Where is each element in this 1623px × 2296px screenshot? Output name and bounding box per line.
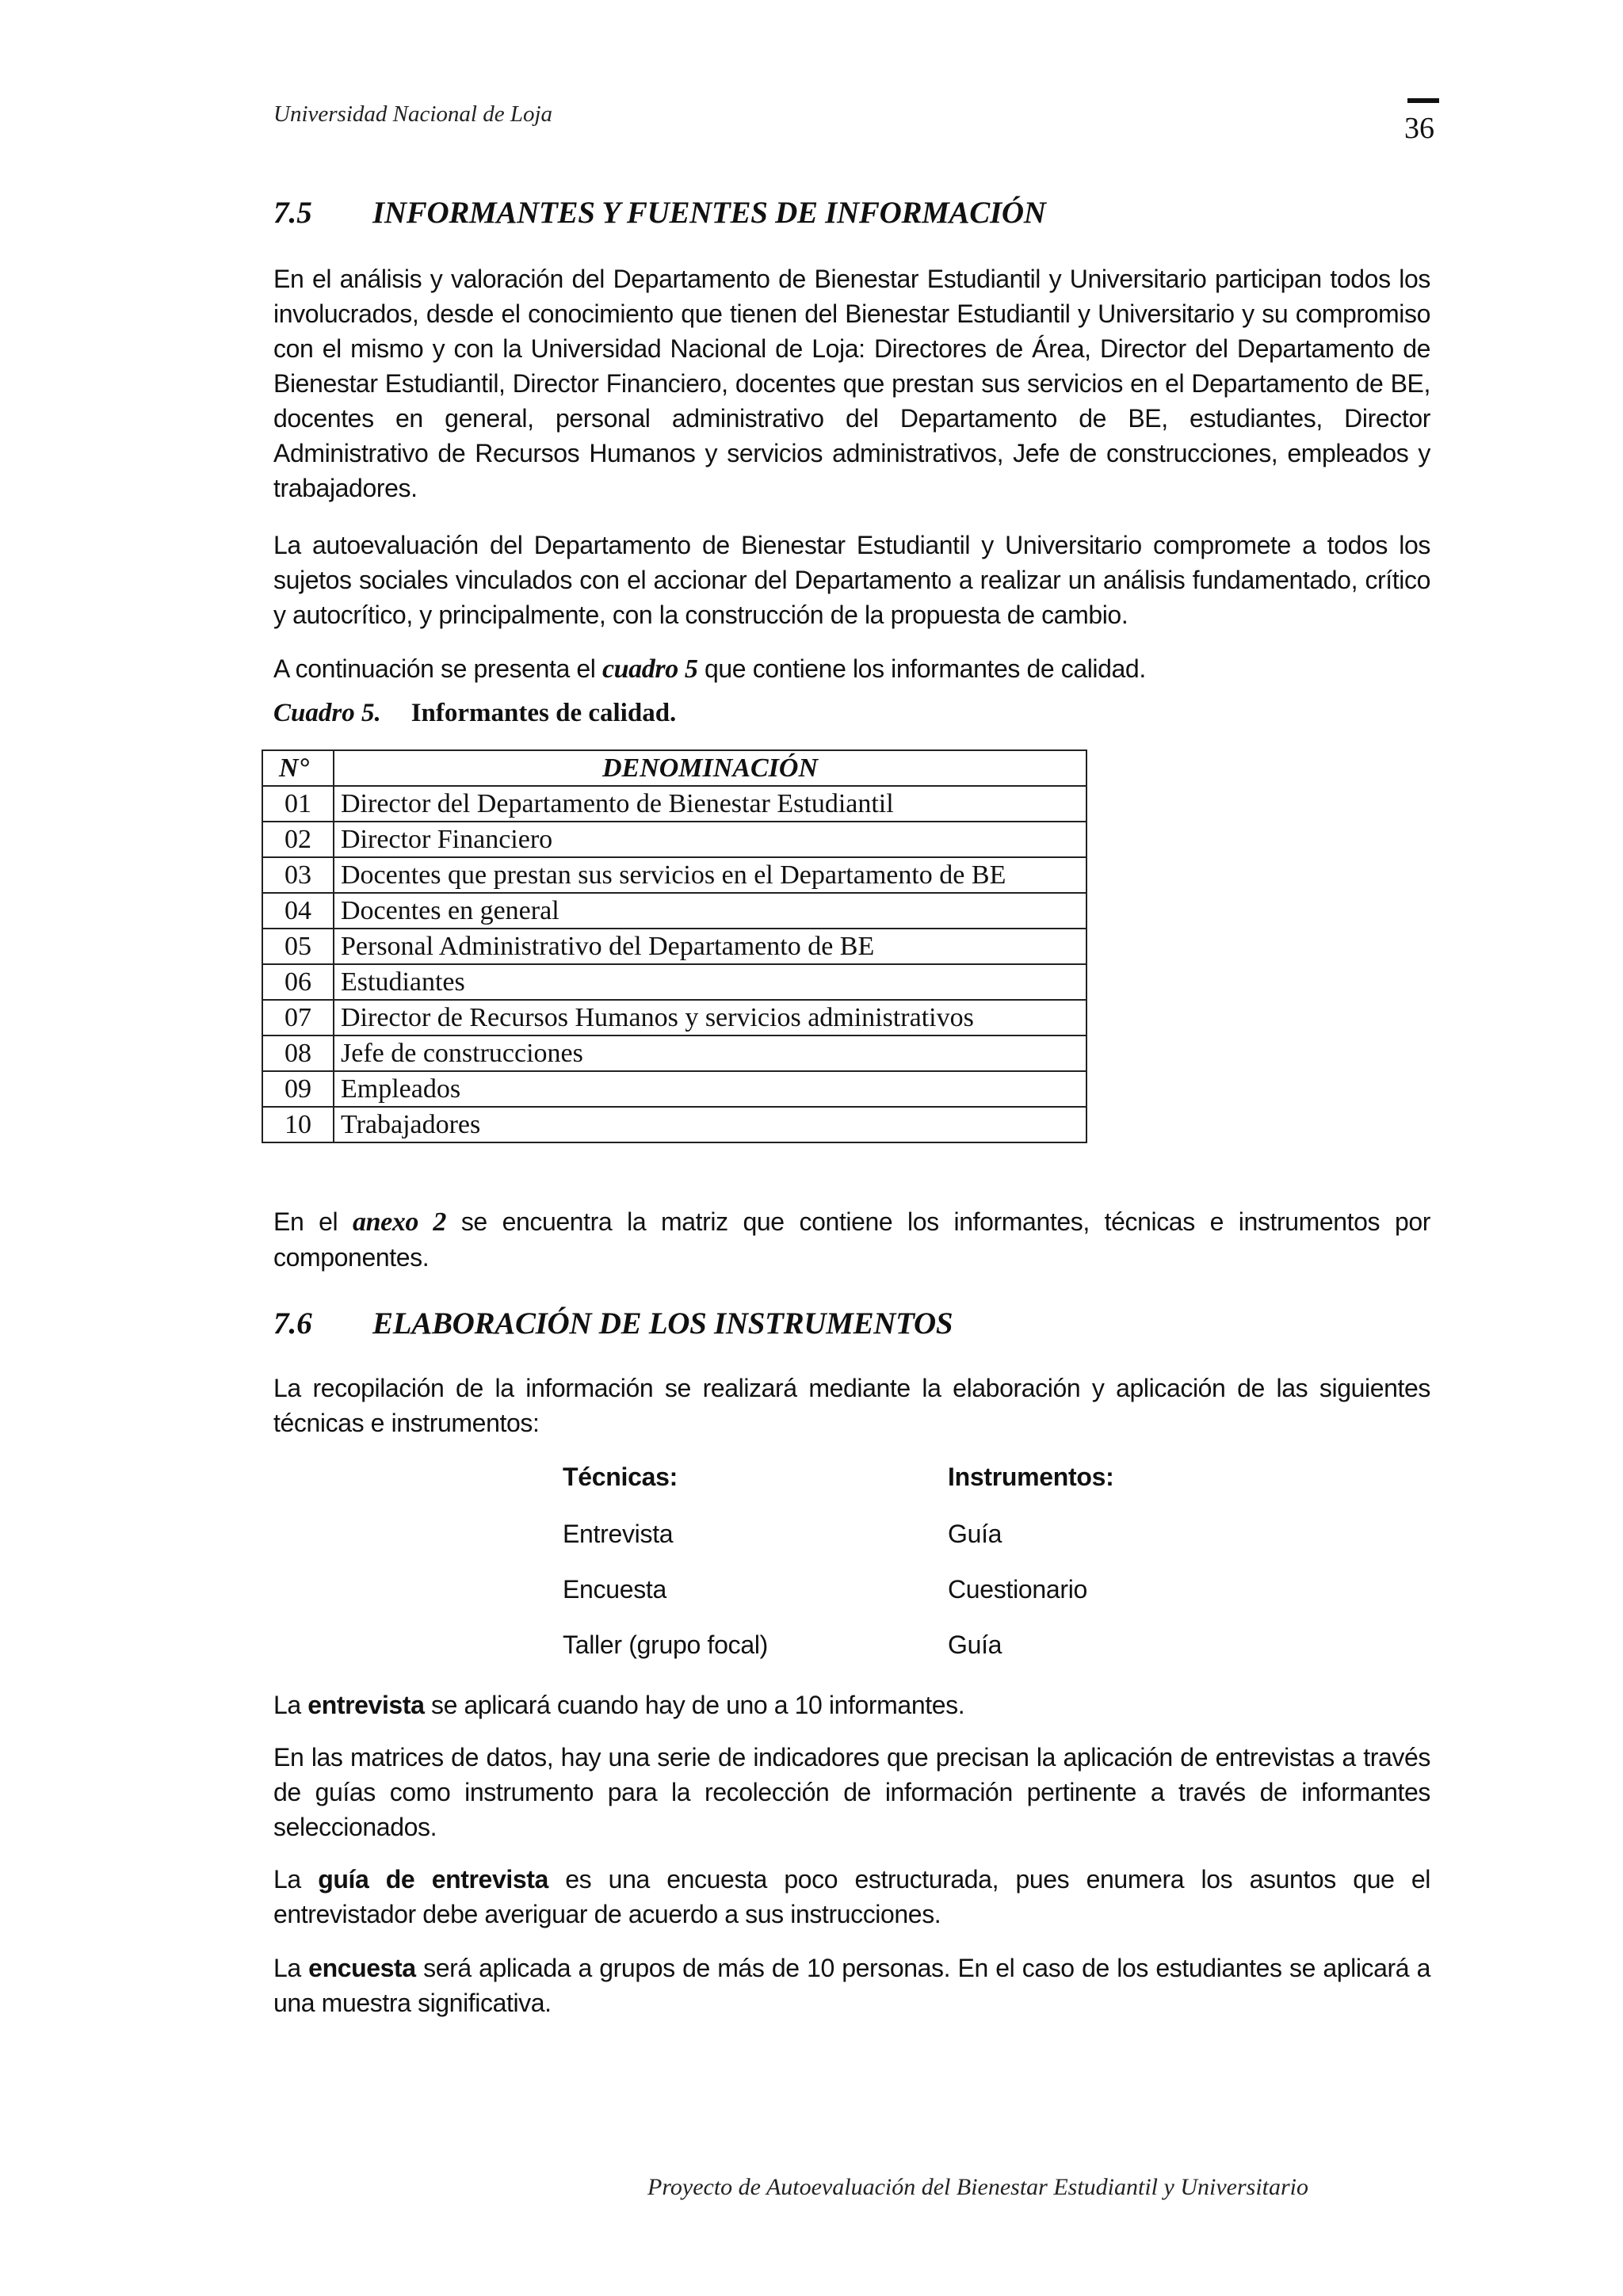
row-number: 02: [262, 822, 334, 857]
instrument-item: Cuestionario: [948, 1575, 1088, 1604]
technique-item: Encuesta: [563, 1575, 667, 1604]
table-header-row: [262, 750, 1086, 786]
annex-reference-link[interactable]: anexo 2: [353, 1207, 447, 1237]
section-title: INFORMANTES Y FUENTES DE INFORMACIÓN: [372, 196, 1046, 230]
paragraph: En el análisis y valoración del Departamento de Bienestar Estudiantil y Universitario participan todos los involucrados, desde el conocimiento que tienen del Bienestar Estudiantil y Universitario y su compromiso con el mismo y con la Universidad Nacional de Loja: Directores de Área, Director del Departamento de Bienestar Estudiantil, Director Financiero, docentes que prestan sus servicios en el Departamento de BE, docentes en general, personal administrativo del Departamento de BE, estudiantes, Director Administrativo de Recursos Humanos y servicios administrativos, Jefe de construcciones, empleados y trabajadores.: [273, 265, 1430, 502]
paragraph: La autoevaluación del Departamento de Bienestar Estudiantil y Universitario compromete a todos los sujetos sociales vinculados con el accionar del Departamento a realizar un análisis fundamentado, crítico y autocrítico, y principalmente, con la construcción de la propuesta de cambio.: [273, 531, 1430, 629]
row-number: 03: [262, 857, 334, 893]
row-number: 06: [262, 964, 334, 1000]
paragraph-text: A continuación se presenta el: [273, 654, 602, 683]
bold-term: encuesta: [308, 1954, 416, 1982]
instrument-item: Guía: [948, 1630, 1002, 1659]
row-number: 10: [262, 1107, 334, 1142]
table-row: [262, 822, 1086, 857]
paragraph: [273, 1862, 1430, 1932]
running-footer: Proyecto de Autoevaluación del Bienestar Estudiantil y Universitario: [647, 2174, 1308, 2200]
paragraph-text: es una encuesta poco estructurada, pues enumera los asuntos que el entrevistador debe averiguar de acuerdo a sus instrucciones.: [273, 1865, 1430, 1928]
row-denomination: Trabajadores: [334, 1107, 1086, 1142]
instrument-item: Guía: [948, 1520, 1002, 1548]
row-denomination: Director Financiero: [334, 822, 1086, 857]
table-row: [262, 1107, 1086, 1142]
table-row: [262, 857, 1086, 893]
row-number: 01: [262, 786, 334, 822]
row-denomination: Jefe de construcciones: [334, 1035, 1086, 1071]
running-header: Universidad Nacional de Loja: [273, 101, 553, 127]
informants-table: [262, 749, 1087, 1143]
caption-text: Informantes de calidad.: [411, 699, 677, 727]
column-header-number: N°: [262, 750, 334, 786]
paragraph: [273, 1951, 1430, 2020]
page-number: 36: [1404, 112, 1434, 145]
section-title: ELABORACIÓN DE LOS INSTRUMENTOS: [372, 1306, 953, 1341]
table-row: [262, 1071, 1086, 1107]
paragraph: [273, 1688, 1430, 1722]
caption-label: Cuadro 5.: [273, 699, 381, 727]
paragraph-text: se encuentra la matriz que contiene los informantes, técnicas e instrumentos por componentes.: [273, 1207, 1430, 1272]
section-number: 7.6: [273, 1306, 312, 1341]
bold-term: entrevista: [307, 1691, 425, 1719]
table-row: [262, 1000, 1086, 1035]
paragraph: En las matrices de datos, hay una serie de indicadores que precisan la aplicación de entrevistas a través de guías como instrumento para la recolección de información pertinente a través de informantes seleccionados.: [273, 1743, 1430, 1841]
header-rule: [1407, 98, 1439, 103]
paragraph-text: La: [273, 1954, 309, 1982]
paragraph-text: La: [273, 1691, 308, 1719]
paragraph-text: La: [273, 1865, 319, 1894]
paragraph-text: que contiene los informantes de calidad.: [697, 654, 1146, 683]
row-denomination: Personal Administrativo del Departamento de BE: [334, 929, 1086, 964]
technique-item: Taller (grupo focal): [563, 1630, 769, 1659]
paragraph: La recopilación de la información se realizará mediante la elaboración y aplicación de las siguientes técnicas e instrumentos:: [273, 1374, 1430, 1437]
table-row: [262, 929, 1086, 964]
table-row: [262, 1035, 1086, 1071]
techniques-header: Técnicas:: [563, 1463, 678, 1491]
row-denomination: Docentes en general: [334, 893, 1086, 929]
row-number: 09: [262, 1071, 334, 1107]
row-denomination: Empleados: [334, 1071, 1086, 1107]
paragraph-text: se aplicará cuando hay de uno a 10 informantes.: [424, 1691, 965, 1719]
row-denomination: Director de Recursos Humanos y servicios administrativos: [334, 1000, 1086, 1035]
paragraph-text: En el: [273, 1207, 353, 1236]
paragraph: [273, 1204, 1430, 1275]
instruments-header: Instrumentos:: [948, 1463, 1114, 1491]
table-row: [262, 786, 1086, 822]
row-number: 07: [262, 1000, 334, 1035]
row-denomination: Docentes que prestan sus servicios en el Departamento de BE: [334, 857, 1086, 893]
table-row: [262, 893, 1086, 929]
column-header-denomination: DENOMINACIÓN: [334, 750, 1086, 786]
row-denomination: Estudiantes: [334, 964, 1086, 1000]
section-number: 7.5: [273, 196, 312, 230]
paragraph-text: será aplicada a grupos de más de 10 personas. En el caso de los estudiantes se aplicará a una muestra significativa.: [273, 1954, 1430, 2017]
table-caption: [273, 699, 676, 728]
paragraph: [273, 651, 1430, 687]
row-number: 05: [262, 929, 334, 964]
technique-item: Entrevista: [563, 1520, 674, 1548]
table-row: [262, 964, 1086, 1000]
bold-term: guía de entrevista: [318, 1865, 548, 1894]
table-reference-link[interactable]: cuadro 5: [601, 654, 698, 684]
row-denomination: Director del Departamento de Bienestar Estudiantil: [334, 786, 1086, 822]
row-number: 08: [262, 1035, 334, 1071]
row-number: 04: [262, 893, 334, 929]
